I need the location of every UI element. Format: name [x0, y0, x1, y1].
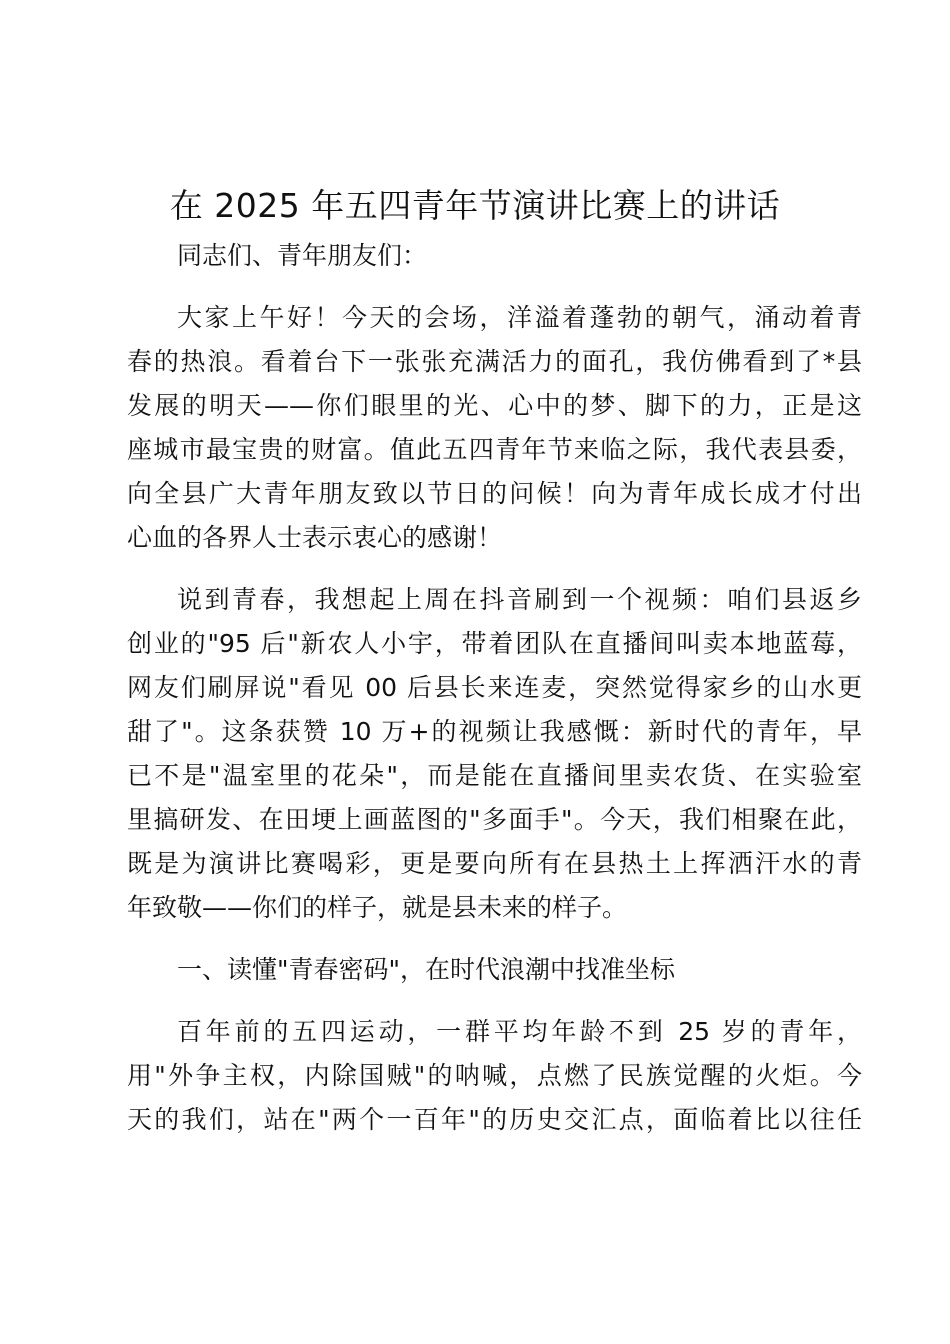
paragraph-line: 里搞研发、在田埂上画蓝图的"多面手"。今天，我们相聚在此，	[127, 805, 862, 834]
paragraph-line: 年致敬——你们的样子，就是县未来的样子。	[127, 893, 628, 922]
paragraph-line: 百年前的五四运动，一群平均年龄不到 25 岁的青年，	[177, 1017, 862, 1046]
paragraph-gap	[127, 930, 862, 948]
paragraph-gap	[127, 560, 862, 578]
paragraph-line: 网友们刷屏说"看见 00 后县长来连麦，突然觉得家乡的山水更	[127, 673, 862, 702]
paragraph-line: 春的热浪。看着台下一张张充满活力的面孔，我仿佛看到了*县	[127, 347, 862, 376]
paragraph-opening	[127, 296, 862, 560]
paragraph-line: 向全县广大青年朋友致以节日的问候！向为青年成长成才付出	[127, 479, 862, 508]
paragraph-line: 既是为演讲比赛喝彩，更是要向所有在县热土上挥洒汗水的青	[127, 849, 862, 878]
paragraph-line: 天的我们，站在"两个一百年"的历史交汇点，面临着比以往任	[127, 1105, 862, 1134]
document-body	[127, 234, 862, 1142]
section-heading: 一、读懂"青春密码"，在时代浪潮中找准坐标	[177, 955, 675, 984]
paragraph-line: 用"外争主权，内除国贼"的呐喊，点燃了民族觉醒的火炬。今	[127, 1061, 862, 1090]
paragraph-line: 已不是"温室里的花朵"，而是能在直播间里卖农货、在实验室	[127, 761, 862, 790]
greeting: 同志们、青年朋友们：	[177, 241, 428, 270]
paragraph-gap	[127, 278, 862, 296]
paragraph-line: 甜了"。这条获赞 10 万+的视频让我感慨：新时代的青年，早	[127, 717, 862, 746]
paragraph-youth-story	[127, 578, 862, 930]
paragraph-line: 创业的"95 后"新农人小宇，带着团队在直播间叫卖本地蓝莓，	[127, 629, 862, 658]
document-title: 在 2025 年五四青年节演讲比赛上的讲话	[169, 186, 781, 225]
paragraph-line: 心血的各界人士表示衷心的感谢！	[127, 523, 503, 552]
paragraph-line: 说到青春，我想起上周在抖音刷到一个视频：咱们县返乡	[177, 585, 862, 614]
paragraph-line: 发展的明天——你们眼里的光、心中的梦、脚下的力，正是这	[127, 391, 862, 420]
paragraph-gap	[127, 992, 862, 1010]
paragraph-line: 大家上午好！今天的会场，洋溢着蓬勃的朝气，涌动着青	[177, 303, 862, 332]
paragraph-may-fourth	[127, 1010, 862, 1142]
paragraph-line: 座城市最宝贵的财富。值此五四青年节来临之际，我代表县委，	[127, 435, 862, 464]
